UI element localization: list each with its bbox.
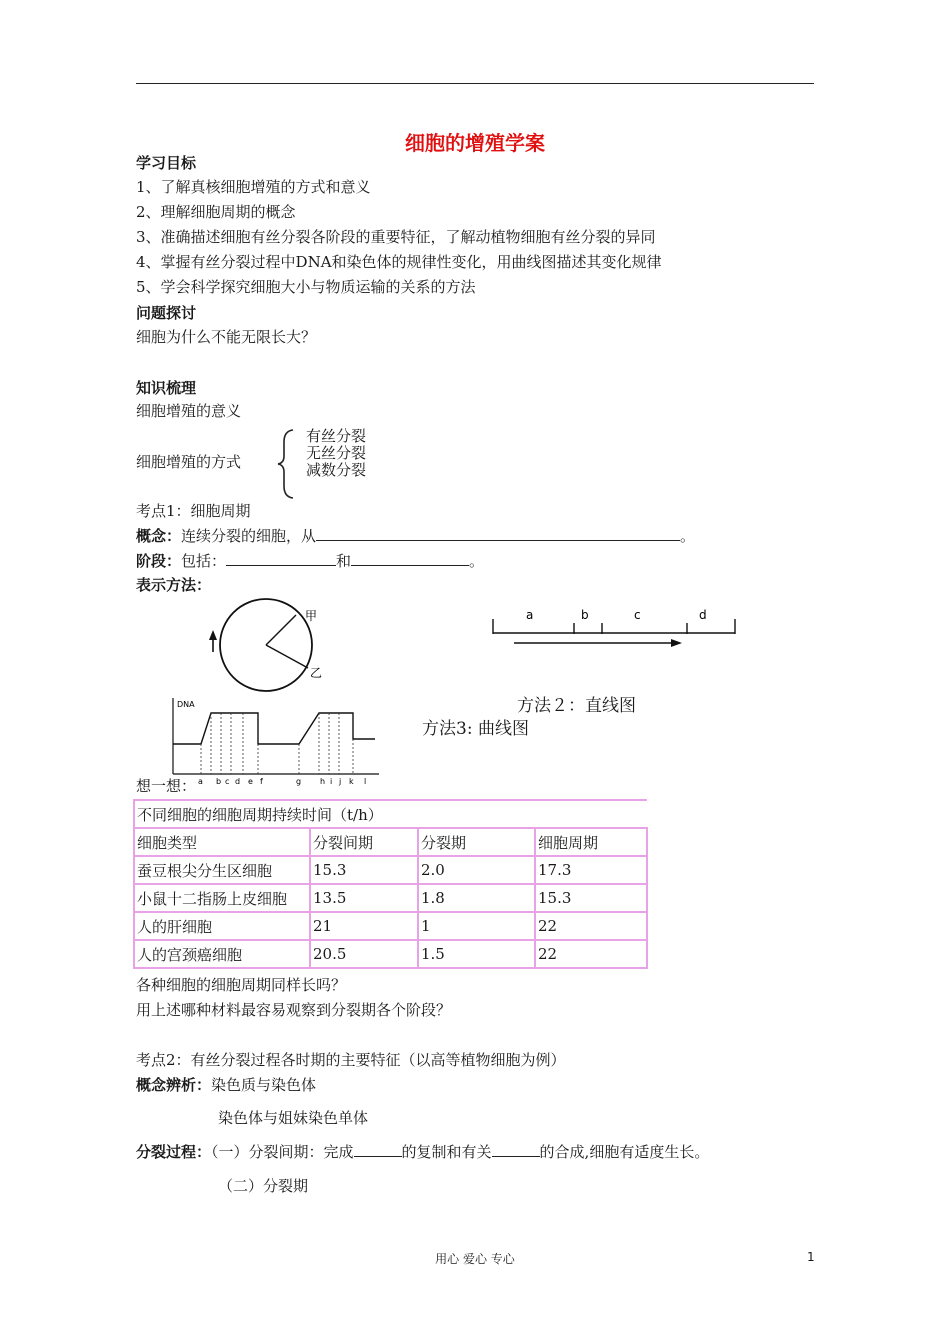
after-table-question: 各种细胞的细胞周期同样长吗？ [136,976,347,994]
process-line [136,1142,709,1162]
curve-tick-label: j [339,777,342,786]
way-item: 减数分裂 [306,461,367,479]
cell-cycle-line-figure [488,601,738,651]
circle-label-jia: 甲 [305,609,318,623]
table-cell: 15.3 [310,856,418,884]
proliferation-meaning: 细胞增殖的意义 [136,402,242,420]
up-arrow-icon [209,630,217,640]
dna-curve-figure [163,694,385,790]
after-table-question: 用上述哪种材料最容易观察到分裂期各个阶段？ [136,1001,452,1019]
stage-label: 阶段： [136,552,182,570]
circle-label-yi: 乙 [310,666,323,680]
process-item: （二）分裂期 [218,1177,309,1195]
goal-item: 2、理解细胞周期的概念 [136,203,296,221]
table-cell: 21 [310,912,418,940]
footer-slogan: 用心 爱心 专心 [435,1252,515,1266]
concept-blank [316,526,680,541]
table-row [134,884,647,912]
concept-end: 。 [680,527,696,545]
concept-line [136,526,695,546]
right-arrow-icon [671,639,682,647]
stage-blank-1 [226,551,336,566]
curve-tick-label: e [248,777,253,786]
table-header-row [134,828,647,856]
table-cell: 1.8 [418,884,535,912]
process-text: （一）分裂间期：完成 [211,1143,354,1161]
stage-line [136,551,484,571]
table-header-cell: 细胞类型 [134,828,310,856]
method-2-label: 方法２：直线图 [517,696,636,716]
table-header-cell: 分裂间期 [310,828,418,856]
table-cell: 15.3 [535,884,647,912]
header-rule [136,83,814,84]
distinguish-item: 染色质与染色体 [211,1076,317,1094]
proliferation-ways-label: 细胞增殖的方式 [136,453,242,471]
knowledge-heading: 知识梳理 [136,379,197,397]
question-heading: 问题探讨 [136,304,197,322]
curve-tick-label: g [296,777,302,786]
goals-heading: 学习目标 [136,154,197,172]
goal-item: 1、了解真核细胞增殖的方式和意义 [136,178,371,196]
stage-end: 。 [469,552,485,570]
table-cell: 13.5 [310,884,418,912]
goal-item: 3、准确描述细胞有丝分裂各阶段的重要特征，了解动植物细胞有丝分裂的异同 [136,228,656,246]
line-label: b [581,608,589,622]
stage-blank-2 [351,551,469,566]
line-label: c [634,608,641,622]
method-3-label: 方法3: 曲线图 [422,719,529,739]
cell-cycle-table [133,799,648,969]
line-label: a [526,608,534,622]
stage-text: 包括： [181,552,227,570]
page-number: 1 [807,1250,815,1264]
curve-tick-label: c [225,777,230,786]
concept-label: 概念： [136,527,182,545]
table-cell: 17.3 [535,856,647,884]
table-header-cell: 细胞周期 [535,828,647,856]
table-row [134,940,647,968]
table-caption: 不同细胞的细胞周期持续时间（t/h） [134,800,647,828]
stage-and: 和 [336,552,352,570]
process-text: 的合成,细胞有适度生长。 [539,1143,710,1161]
table-cell: 人的肝细胞 [134,912,310,940]
process-blank-2 [492,1142,540,1157]
table-cell: 22 [535,912,647,940]
table-row [134,912,647,940]
table-cell: 1.5 [418,940,535,968]
cell-cycle-circle-figure [200,596,330,696]
way-item: 有丝分裂 [306,427,367,445]
way-item: 无丝分裂 [306,444,367,462]
process-blank-1 [354,1142,402,1157]
table-cell: 20.5 [310,940,418,968]
table-cell: 22 [535,940,647,968]
table-caption-row [134,800,647,828]
table-cell: 蚕豆根尖分生区细胞 [134,856,310,884]
distinguish-item: 染色体与姐妹染色单体 [218,1109,369,1127]
table-row [134,856,647,884]
table-header-cell: 分裂期 [418,828,535,856]
process-label: 分裂过程： [136,1143,212,1161]
curly-brace-icon [276,428,296,500]
think-label: 想一想： [136,777,197,795]
table-cell: 小鼠十二指肠上皮细胞 [134,884,310,912]
table-cell: 人的宫颈癌细胞 [134,940,310,968]
representation-label: 表示方法： [136,576,212,594]
table-cell: 1 [418,912,535,940]
curve-tick-label: a [198,777,203,786]
point2-heading: 考点2：有丝分裂过程各时期的主要特征（以高等植物细胞为例） [136,1051,566,1069]
distinguish-label: 概念辨析： [136,1076,212,1094]
table-cell: 2.0 [418,856,535,884]
curve-tick-label: b [216,777,222,786]
goal-item: 5、学会科学探究细胞大小与物质运输的关系的方法 [136,278,476,296]
curve-tick-label: i [330,777,333,786]
curve-tick-label: d [235,777,241,786]
line-label: d [699,608,707,622]
curve-tick-label: h [320,777,326,786]
curve-tick-label: f [260,777,263,786]
page-title: 细胞的增殖学案 [405,131,545,155]
curve-tick-label: k [349,777,354,786]
process-text: 的复制和有关 [401,1143,492,1161]
goal-item: 4、掌握有丝分裂过程中DNA和染色体的规律性变化，用曲线图描述其变化规律 [136,253,662,271]
dna-axis-label: DNA [177,700,195,709]
distinguish-line [136,1075,316,1095]
concept-text: 连续分裂的细胞，从 [181,527,317,545]
question-text: 细胞为什么不能无限长大？ [136,328,317,346]
point1-heading: 考点1：细胞周期 [136,502,251,520]
curve-tick-label: l [364,777,367,786]
